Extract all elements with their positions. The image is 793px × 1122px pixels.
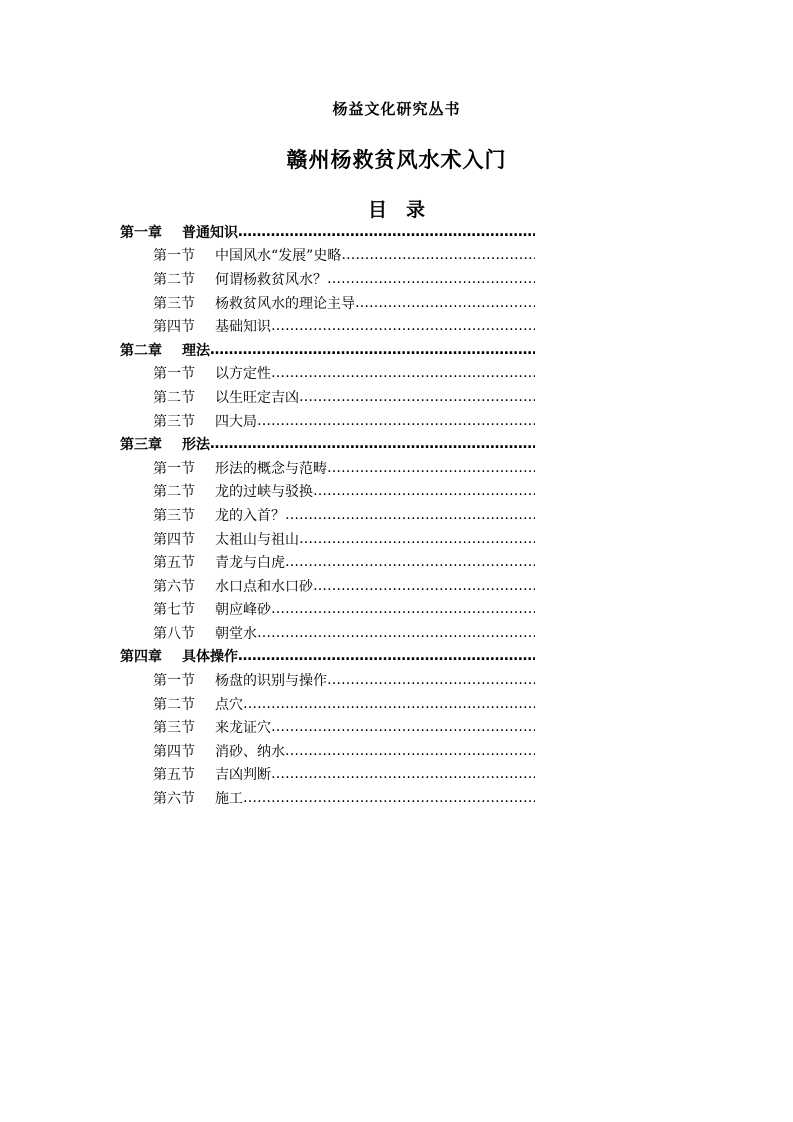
section-label <box>153 458 327 478</box>
section-title: 中国风水“发展”史略 <box>215 248 342 265</box>
section-number: 第五节 <box>153 555 195 572</box>
toc-section-row <box>120 362 535 386</box>
dot-leader <box>299 531 535 547</box>
toc-section-row <box>120 715 535 739</box>
section-title: 以方定性 <box>215 366 271 383</box>
section-number: 第一节 <box>153 673 195 690</box>
section-label <box>153 764 271 784</box>
section-label <box>153 411 257 431</box>
toc-section-row <box>120 621 535 645</box>
chapter-label <box>120 434 210 454</box>
section-title: 四大局 <box>215 413 257 430</box>
section-title: 杨盘的识别与操作 <box>215 673 327 690</box>
section-number: 第四节 <box>153 531 195 548</box>
dot-leader <box>243 696 535 712</box>
section-number: 第八节 <box>153 625 195 642</box>
section-number: 第三节 <box>153 720 195 737</box>
section-title: 水口点和水口砂 <box>215 578 313 595</box>
toc-section-row <box>120 786 535 810</box>
chapter-label <box>120 646 238 666</box>
dot-leader <box>271 601 535 617</box>
section-label <box>153 363 271 383</box>
section-label <box>153 670 327 690</box>
toc-section-row <box>120 244 535 268</box>
dot-leader <box>341 247 535 263</box>
section-number: 第二节 <box>153 271 195 288</box>
chapter-title: 形法 <box>182 437 210 454</box>
toc-chapter-row <box>120 338 535 362</box>
section-label <box>153 245 341 265</box>
toc-section-row <box>120 574 535 598</box>
section-label <box>153 293 355 313</box>
section-label <box>153 481 313 501</box>
section-title: 青龙与白虎 <box>215 555 285 572</box>
toc-section-row <box>120 456 535 480</box>
chapter-label <box>120 222 238 242</box>
dot-leader <box>285 743 535 759</box>
section-label <box>153 741 285 761</box>
section-label <box>153 552 285 572</box>
section-number: 第三节 <box>153 295 195 312</box>
section-number: 第六节 <box>153 578 195 595</box>
chapter-number: 第四章 <box>120 649 162 666</box>
section-label <box>153 694 243 714</box>
section-title: 形法的概念与范畴 <box>215 460 327 477</box>
section-label <box>153 576 313 596</box>
toc-heading: 目 录 <box>367 199 425 221</box>
toc-section-row <box>120 291 535 315</box>
section-number: 第三节 <box>153 507 195 524</box>
section-label <box>153 387 299 407</box>
dot-leader <box>210 436 535 452</box>
toc-section-row <box>120 739 535 763</box>
section-label <box>153 316 271 336</box>
section-label <box>153 717 271 737</box>
toc-section-row <box>120 598 535 622</box>
section-title: 来龙证穴 <box>215 720 271 737</box>
section-number: 第二节 <box>153 484 195 501</box>
section-title: 以生旺定吉凶 <box>215 389 299 406</box>
section-title: 龙的过峡与驳换 <box>215 484 313 501</box>
dot-leader <box>238 648 535 664</box>
dot-leader <box>313 578 535 594</box>
section-label <box>153 623 257 643</box>
section-title: 基础知识 <box>215 319 271 336</box>
section-title: 朝堂水 <box>215 625 257 642</box>
toc-section-row <box>120 314 535 338</box>
section-label <box>153 788 243 808</box>
chapter-label <box>120 340 210 360</box>
toc-section-row <box>120 503 535 527</box>
toc-section-row <box>120 527 535 551</box>
section-label <box>153 505 285 525</box>
dot-leader <box>257 413 535 429</box>
section-title: 吉凶判断 <box>215 767 271 784</box>
section-number: 第二节 <box>153 389 195 406</box>
chapter-title: 普通知识 <box>182 224 238 241</box>
section-number: 第三节 <box>153 413 195 430</box>
toc-section-row <box>120 550 535 574</box>
section-title: 消砂、纳水 <box>215 743 285 760</box>
dot-leader <box>257 625 535 641</box>
dot-leader <box>327 460 535 476</box>
toc-chapter-row <box>120 220 535 244</box>
toc-section-row <box>120 668 535 692</box>
toc-section-row <box>120 385 535 409</box>
section-label <box>153 269 327 289</box>
dot-leader <box>271 719 535 735</box>
toc-section-row <box>120 267 535 291</box>
dot-leader <box>210 342 535 358</box>
toc-chapter-row <box>120 645 535 669</box>
section-title: 点穴 <box>215 696 243 713</box>
section-number: 第一节 <box>153 248 195 265</box>
book-title: 赣州杨救贫风水术入门 <box>286 148 507 172</box>
chapter-number: 第二章 <box>120 342 162 359</box>
chapter-number: 第一章 <box>120 224 162 241</box>
chapter-title: 理法 <box>182 342 210 359</box>
section-number: 第七节 <box>153 602 195 619</box>
chapter-number: 第三章 <box>120 437 162 454</box>
dot-leader <box>327 271 535 287</box>
section-number: 第五节 <box>153 767 195 784</box>
toc-section-row <box>120 692 535 716</box>
toc-section-row <box>120 409 535 433</box>
dot-leader <box>243 790 535 806</box>
section-label <box>153 599 271 619</box>
dot-leader <box>285 554 535 570</box>
section-number: 第四节 <box>153 743 195 760</box>
section-title: 杨救贫风水的理论主导 <box>215 295 355 312</box>
toc-chapter-row <box>120 432 535 456</box>
section-number: 第二节 <box>153 696 195 713</box>
section-title: 何谓杨救贫风水？ <box>215 271 327 288</box>
section-title: 龙的入首？ <box>215 507 285 524</box>
chapter-title: 具体操作 <box>182 649 238 666</box>
section-title: 施工 <box>215 791 243 808</box>
dot-leader <box>299 389 535 405</box>
section-title: 太祖山与祖山 <box>215 531 299 548</box>
section-number: 第一节 <box>153 366 195 383</box>
dot-leader <box>327 672 535 688</box>
toc-section-row <box>120 480 535 504</box>
toc-section-row <box>120 763 535 787</box>
dot-leader <box>313 483 535 499</box>
section-number: 第四节 <box>153 319 195 336</box>
section-title: 朝应峰砂 <box>215 602 271 619</box>
dot-leader <box>271 766 535 782</box>
series-title: 杨益文化研究丛书 <box>332 100 461 118</box>
dot-leader <box>271 318 535 334</box>
dot-leader <box>285 507 535 523</box>
dot-leader <box>355 295 535 311</box>
section-number: 第六节 <box>153 791 195 808</box>
table-of-contents <box>120 220 535 810</box>
dot-leader <box>238 224 535 240</box>
section-number: 第一节 <box>153 460 195 477</box>
section-label <box>153 529 299 549</box>
dot-leader <box>271 365 535 381</box>
